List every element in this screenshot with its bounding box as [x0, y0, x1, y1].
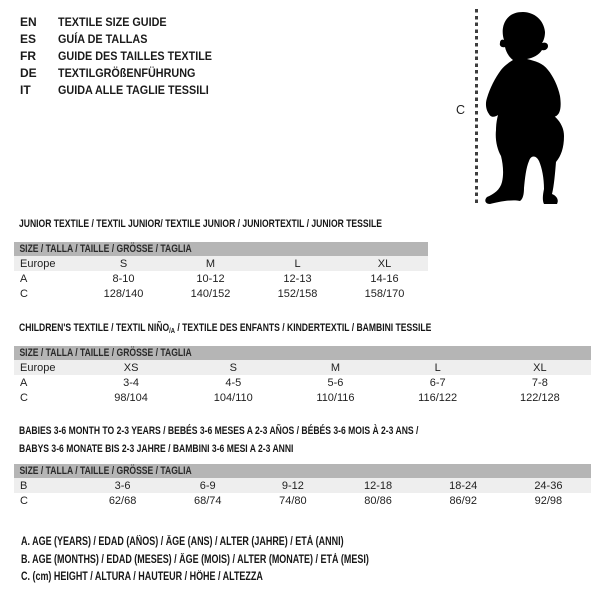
size-cell: M [284, 360, 386, 375]
title-subscript: /A [169, 326, 175, 335]
size-cell: 86/92 [449, 494, 477, 507]
size-cell: S [80, 256, 167, 271]
legend-text: C. (cm) HEIGHT / ALTURA / HAUTEUR / HÖHE / ALTEZZA [21, 571, 263, 583]
row-label: Europe [14, 256, 80, 271]
size-cell: 92/98 [534, 494, 563, 507]
language-code: EN [20, 15, 37, 29]
table-row [14, 286, 428, 301]
childrens-textile-title [19, 319, 548, 340]
size-cell: 6-9 [165, 478, 250, 493]
size-cell: 140/152 [190, 287, 231, 300]
language-label: TEXTILE SIZE GUIDE [58, 15, 167, 29]
size-cell: 158/170 [364, 287, 405, 300]
size-header-bar [14, 346, 591, 360]
legend-text: B. AGE (MONTHS) / EDAD (MESES) / ÂGE (MOIS) / ALTER (MONATE) / ETÀ (MESI) [21, 553, 369, 566]
size-header-bar [14, 242, 428, 256]
size-cell: 4-5 [225, 376, 242, 389]
size-cell: 14-16 [370, 272, 399, 285]
junior-textile-title [19, 215, 484, 233]
size-cell: 24-36 [506, 478, 591, 493]
size-cell: 122/128 [519, 391, 560, 404]
height-label-c: C [456, 103, 466, 117]
language-label: GUIDE DES TAILLES TEXTILE [58, 49, 213, 63]
legend-line [21, 552, 467, 570]
size-cell: 62/68 [108, 494, 137, 507]
language-label: GUÍA DE TALLAS [58, 32, 148, 46]
table-row [14, 271, 428, 286]
row-label: C [20, 494, 28, 507]
height-measure-dashed-line [475, 9, 478, 203]
size-cell: XL [489, 360, 591, 375]
baby-figure [440, 0, 600, 215]
size-cell: 104/110 [213, 391, 253, 404]
language-code: DE [20, 66, 37, 80]
junior-textile-table [14, 242, 428, 301]
row-label: C [20, 287, 28, 300]
babies-textile-title [19, 422, 531, 458]
table-row [14, 478, 591, 493]
legend-text: A. AGE (YEARS) / EDAD (AÑOS) / ÂGE (ANS) / ALTER (JAHRE) / ETÀ (ANNI) [21, 536, 344, 548]
size-cell: 3-6 [80, 478, 165, 493]
language-row [20, 82, 229, 99]
size-cell: XL [341, 256, 428, 271]
table-row [14, 256, 428, 271]
size-cell: 12-13 [283, 272, 312, 285]
language-code: ES [20, 32, 37, 46]
language-code: IT [20, 83, 31, 97]
size-cell: L [387, 360, 489, 375]
language-row [20, 48, 229, 65]
size-cell: L [254, 256, 341, 271]
title-text: / TEXTILE DES ENFANTS / KINDERTEXTIL / BAMBINI TESSILE [174, 322, 432, 334]
language-label: GUIDA ALLE TAGLIE TESSILI [58, 83, 209, 97]
size-cell: S [182, 360, 284, 375]
legend-line [21, 569, 467, 587]
size-cell: 116/122 [418, 391, 458, 404]
size-cell: 74/80 [279, 494, 307, 507]
size-cell: 7-8 [531, 376, 548, 389]
size-cell: 3-4 [123, 376, 140, 389]
size-cell: 80/86 [364, 494, 392, 507]
size-cell: 152/158 [277, 287, 318, 300]
size-cell: XS [80, 360, 182, 375]
row-label: A [20, 376, 28, 389]
size-header-text: SIZE / TALLA / TAILLE / GRÖSSE / TAGLIA [19, 465, 192, 477]
size-cell: 68/74 [193, 494, 222, 507]
row-label: C [20, 391, 28, 404]
title-text: JUNIOR TEXTILE / TEXTIL JUNIOR/ TEXTILE JUNIOR / JUNIORTEXTIL / JUNIOR TESSILE [19, 218, 382, 230]
size-cell: 18-24 [421, 478, 506, 493]
legend-line [21, 534, 467, 552]
measurement-legend [21, 534, 467, 587]
language-label: TEXTILGRÖßENFÜHRUNG [58, 66, 196, 80]
title-text: BABIES 3-6 MONTH TO 2-3 YEARS / BEBÉS 3-6 MESES A 2-3 AÑOS / BÉBÉS 3-6 MOIS À 2-3 ANS / [19, 425, 419, 437]
language-row [20, 65, 229, 82]
table-row [14, 390, 591, 405]
size-header-text: SIZE / TALLA / TAILLE / GRÖSSE / TAGLIA [19, 243, 192, 255]
table-row [14, 360, 591, 375]
size-cell: 10-12 [196, 272, 225, 285]
size-cell: 98/104 [114, 391, 148, 404]
size-cell: 6-7 [429, 376, 446, 389]
table-row [14, 375, 591, 390]
size-cell: 5-6 [327, 376, 344, 389]
size-cell: 9-12 [250, 478, 335, 493]
size-header-text: SIZE / TALLA / TAILLE / GRÖSSE / TAGLIA [19, 347, 192, 359]
size-cell: 128/140 [103, 287, 144, 300]
row-label: A [20, 272, 28, 285]
size-cell: 12-18 [335, 478, 420, 493]
title-text: BABYS 3-6 MONATE BIS 2-3 JAHRE / BAMBINI 3-6 MESI A 2-3 ANNI [19, 443, 294, 455]
title-text: CHILDREN'S TEXTILE / TEXTIL NIÑO [19, 322, 170, 334]
childrens-textile-table [14, 346, 591, 405]
size-cell: 8-10 [112, 272, 135, 285]
row-label: B [14, 478, 80, 493]
size-header-bar [14, 464, 591, 478]
size-cell: 110/116 [316, 391, 355, 404]
size-cell: M [167, 256, 254, 271]
babies-textile-table [14, 464, 591, 508]
language-list [20, 14, 229, 99]
language-row [20, 14, 229, 31]
baby-silhouette-icon [482, 6, 588, 208]
language-code: FR [20, 49, 36, 63]
row-label: Europe [14, 360, 80, 375]
table-row [14, 493, 591, 508]
language-row [20, 31, 229, 48]
